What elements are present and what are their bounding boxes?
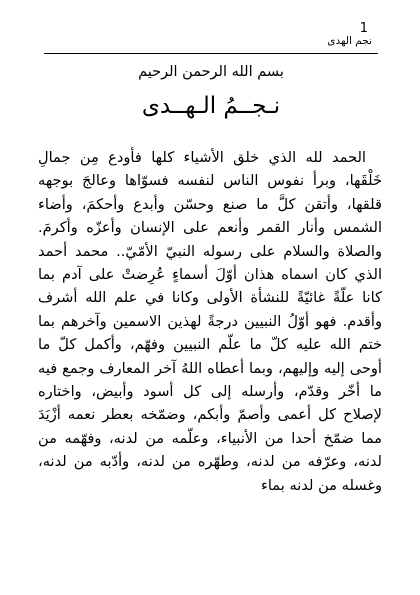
basmala: بسم الله الرحمن الرحيم — [138, 64, 284, 80]
body-paragraph: الحمد لله الذي خلق الأشياء كلها فأودع مِن جمالِ خَلْقَها، وبرأ نفوس الناس لنفسه فسوّاها وعالجَ بوجهه قلقها، وأتقن كلَّ ما صنع وحسّن وأبدع وأحكمَ، وأضاء الشمس وأنار القمر وأنعم على الإنسان وأعزّه وأكرمَ. والصلاة والسلام على رسوله النبيّ الأمّيّ.. محمد أحمد الذي كان اسماه هذان أوّلَ أسماءٍ عُرِضتْ على آدم بما كانا علّةً غائيّةً للنشأة الأولى وكانا في علم الله أشرف وأقدم. فهو أوّلُ النبيين درجةً لهذين الاسمين وآخرهم بما ختم الله عليه كلّ ما علّم النبيين وفهّم، وأكمل كلّ ما أوحى إليه وإليهم، وبما أعطاه اللهُ آخر المعارف وجمع فيه ما أخّر وقدّم، وأرسله إلى كل أسود وأبيض، واختاره لإصلاح كل أعمى وأصمّ وأبكم، وضمّخه بعطر نعمه أزْيَدَ مما ضمّخ أحدا من الأنبياء، وعلّمه من لدنه، وفهّمه من لدنه، وعرّفه من لدنه، وطهّره من لدنه، وأدّبه من لدنه، وغسله من لدنه بماء — [38, 149, 382, 494]
running-title: نجم الهدى — [327, 35, 372, 47]
book-title: نـجــمُ الـهــدى — [141, 93, 281, 119]
running-header — [292, 22, 372, 47]
page-number: 1 — [359, 21, 368, 36]
header-divider — [44, 53, 378, 54]
